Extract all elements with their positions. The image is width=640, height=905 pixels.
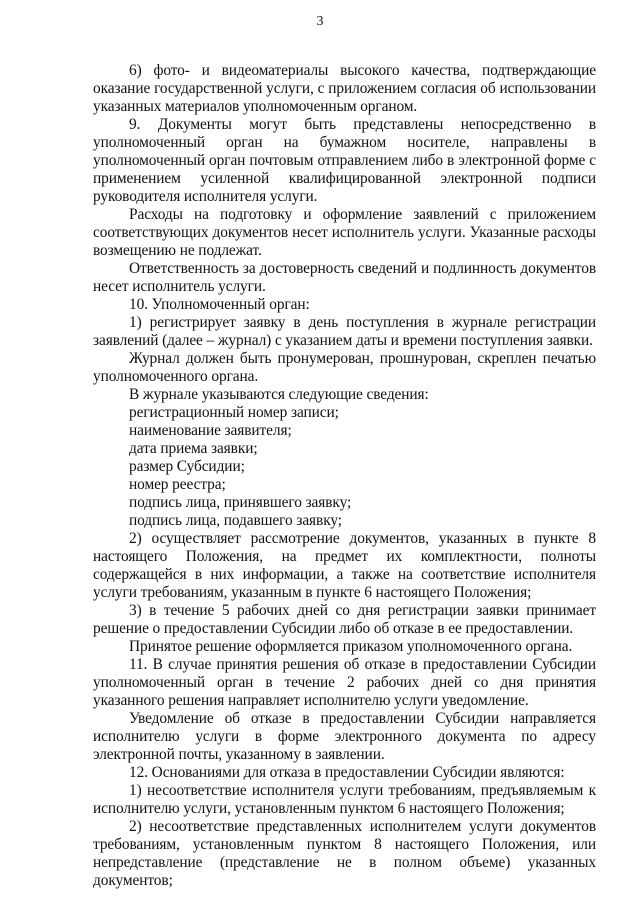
paragraph-section-9: 9. Документы могут быть представлены непосредственно в уполномоченный орган на бумажном носителе, направлены в уполномоченный орган почтовым отправлением либо в электронной форме с применением усиленной квалифицированной электронной подписи руководителя исполнителя услуги.	[93, 116, 596, 205]
page-number: 3	[316, 14, 324, 29]
document-body	[93, 62, 596, 890]
list-item: дата приема заявки;	[129, 440, 258, 457]
paragraph-item-6-photo-video: 6) фото- и видеоматериалы высокого качества, подтверждающие оказание государственной услуги, с приложением согласия об использовании указанных материалов уполномоченным органом.	[93, 62, 596, 115]
paragraph-decision-order: Принятое решение оформляется приказом уполномоченного органа.	[129, 638, 573, 655]
paragraph-expenses: Расходы на подготовку и оформление заявлений с приложением соответствующих документов несет исполнитель услуги. Указанные расходы возмещению не подлежат.	[93, 206, 596, 259]
paragraph-journal-fields-intro: В журнале указываются следующие сведения:	[129, 386, 429, 403]
paragraph-section-12-item-1: 1) несоответствие исполнителя услуги требованиям, предъявляемым к исполнителю услуги, установленным пунктом 6 настоящего Положения;	[93, 782, 596, 817]
paragraph-section-10-heading: 10. Уполномоченный орган:	[129, 296, 310, 313]
list-item: подпись лица, принявшего заявку;	[129, 494, 352, 511]
paragraph-section-10-item-1: 1) регистрирует заявку в день поступления в журнале регистрации заявлений (далее – журнал) с указанием даты и времени поступления заявки.	[93, 314, 596, 349]
paragraph-section-11: 11. В случае принятия решения об отказе в предоставлении Субсидии уполномоченный орган в течение 2 рабочих дней со дня принятия указанного решения направляет исполнителю услуги уведомление.	[93, 656, 596, 709]
list-item: размер Субсидии;	[129, 458, 245, 475]
paragraph-section-12-heading: 12. Основаниями для отказа в предоставлении Субсидии являются:	[129, 764, 565, 781]
list-item: номер реестра;	[129, 476, 226, 493]
paragraph-section-12-item-2: 2) несоответствие представленных исполнителем услуги документов требованиям, установленным пунктом 8 настоящего Положения, или непредставление (представление не в полном объеме) указанных документов;	[93, 818, 596, 889]
list-item: подпись лица, подавшего заявку;	[129, 512, 342, 529]
paragraph-section-10-item-2: 2) осуществляет рассмотрение документов, указанных в пункте 8 настоящего Положения, на предмет их комплектности, полноты содержащейся в них информации, а также на соответствие исполнителя услуги требованиям, указанным в пункте 6 настоящего Положения;	[93, 530, 596, 601]
paragraph-responsibility: Ответственность за достоверность сведений и подлинность документов несет исполнитель услуги.	[93, 260, 596, 295]
list-item: регистрационный номер записи;	[129, 404, 339, 421]
list-item: наименование заявителя;	[129, 422, 292, 439]
paragraph-section-10-item-3: 3) в течение 5 рабочих дней со дня регистрации заявки принимает решение о предоставлении Субсидии либо об отказе в ее предоставлении.	[93, 602, 596, 637]
paragraph-refusal-notice: Уведомление об отказе в предоставлении Субсидии направляется исполнителю услуги в форме электронного документа по адресу электронной почты, указанному в заявлении.	[93, 710, 596, 763]
paragraph-journal-requirements: Журнал должен быть пронумерован, прошнурован, скреплен печатью уполномоченного органа.	[93, 350, 596, 385]
